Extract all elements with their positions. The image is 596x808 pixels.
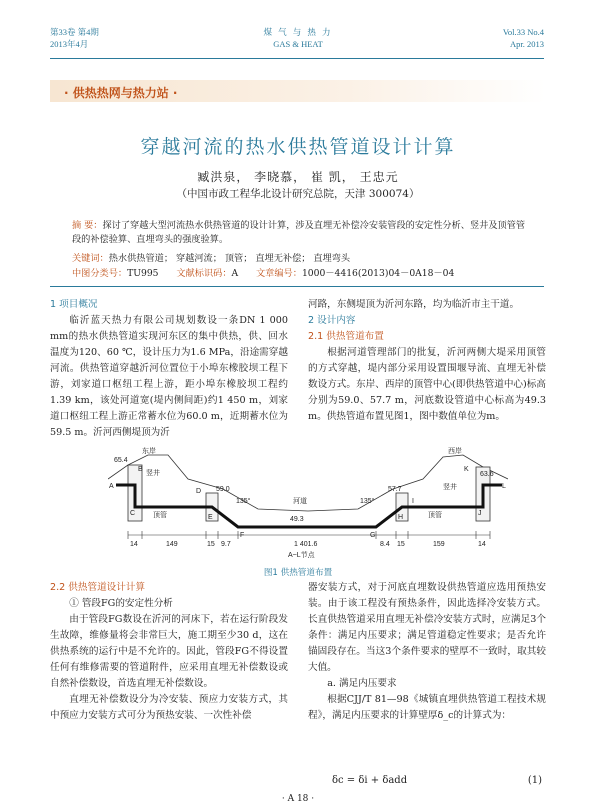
volume-issue-en: Vol.33 No.4 (502, 27, 544, 37)
node-h: H (398, 514, 404, 521)
article-value: 1000－4416(2013)04－0A18－04 (301, 268, 455, 279)
dim-15-right: 15 (397, 541, 405, 548)
right-column-upper (308, 297, 546, 425)
node-g: G (370, 532, 376, 539)
paragraph-fg: 由于管段FG数设在沂河的河床下，若在运行阶段发生故障，维修量将会非常巨大，施工期至少30 d，这在供热系统的运行中是不允许的。因此，管段FG不得设置任何有维修需要的管道附件，应采用直埋无补偿数设或自然补偿数设，首选直埋无补偿数设。 (50, 614, 288, 689)
abstract-divider (50, 286, 544, 287)
keywords-text: 热水供热管道； 穿越河流； 顶管； 直埋无补偿； 直埋弯头 (108, 253, 351, 264)
page-number: · A 18 · (281, 794, 315, 804)
node-k: K (464, 466, 469, 473)
angle-135-right: 135° (360, 498, 375, 505)
label-shaft-east: 竖井 (146, 470, 160, 477)
keywords-label: 关键词： (72, 253, 109, 264)
elev-63-6: 63.6 (480, 471, 494, 478)
node-a: A (109, 483, 114, 490)
affiliation: （中国市政工程华北设计研究总院，天津 300074） (176, 188, 420, 200)
elev-59-0: 59.0 (216, 486, 230, 493)
heading-project-overview: 1 项目概况 (50, 299, 98, 310)
pipe-layout-figure (108, 445, 508, 561)
dim-14-left: 14 (130, 541, 138, 548)
heading-pipe-calc: 2.2 供热管道设计计算 (50, 582, 146, 593)
item-internal-pressure: a. 满足内压要求 (327, 678, 397, 689)
paper-title: 穿越河流的热水供热管道设计计算 (140, 136, 456, 158)
heading-design-content: 2 设计内容 (308, 315, 356, 326)
cls-value: TU995 (127, 268, 159, 279)
issue-date-en: Apr. 2013 (510, 39, 544, 49)
label-nodes: A~L节点 (288, 552, 315, 559)
classification-line (72, 267, 532, 281)
formula-number: (1) (527, 775, 542, 786)
elev-57-7: 57.7 (388, 486, 402, 493)
right-column-lower (308, 580, 546, 724)
label-east-bank: 东岸 (142, 448, 156, 455)
volume-issue: 第33卷 第4期 (50, 27, 99, 37)
paragraph-install: 直埋无补偿数设分为冷安装、预应力安装方式，其中预应力安装方式可分为预热安装、一次性补偿 (50, 694, 288, 721)
paragraph-continued: 河路，东侧堤顶为沂河东路，均为临沂市主干道。 (308, 299, 520, 310)
dim-149: 149 (166, 541, 178, 548)
node-i: I (412, 498, 414, 505)
issue-date: 2013年4月 (50, 39, 89, 49)
dim-159: 159 (433, 541, 445, 548)
dim-1401-6: 1 401.6 (294, 541, 318, 548)
angle-135-left: 135° (236, 498, 251, 505)
node-e: E (208, 514, 213, 521)
journal-name-cn: 煤 气 与 热 力 (263, 27, 333, 37)
label-jacking-west: 顶管 (428, 512, 442, 519)
heating-pipe (116, 485, 502, 527)
abstract-text: 探讨了穿越大型河流热水供热管道的设计计算，涉及直埋无补偿冷安装管段的安定性分析、竖井及顶管管段的补偿验算、直埋弯头的强度验算。 (72, 220, 526, 245)
left-column-lower (50, 580, 288, 724)
ground-profile (108, 455, 508, 511)
node-d: D (196, 488, 202, 495)
doc-label: 文献标识码： (176, 268, 232, 279)
node-f: F (240, 532, 245, 539)
paragraph-project: 临沂蓝天热力有限公司规划数设一条DN 1 000 mm的热水供热管道实现河东区的集中供热，供、回水温度为120、60 ℃，设计压力为1.6 MPa，沿途需穿越河流。供热管道穿越沂河位置位于小埠东橡胶坝工程下游，刘家道口枢纽工程上游，距小埠东橡胶坝工程约1.39 km，该处河道宽(堤内侧间距)约1 450 m，刘家道口枢纽工程上游正常蓄水位为60.0 m，近期蓄水位为59.5 m。沂河西侧堤顶为沂 (50, 315, 288, 438)
abstract-label: 摘 要： (72, 220, 103, 231)
label-jacking-east: 顶管 (153, 512, 167, 519)
cls-label: 中图分类号： (72, 268, 128, 279)
authors: 臧洪泉， 李晓慕， 崔 凯， 王忠元 (197, 170, 399, 184)
section-tag: · 供热热网与热力站 · (64, 86, 178, 100)
elev-65-4: 65.4 (114, 457, 128, 464)
figure-caption: 图1 供热管道布置 (263, 568, 333, 578)
node-c: C (130, 510, 136, 517)
left-column-upper (50, 297, 288, 441)
abstract (72, 219, 532, 247)
node-l: L (502, 483, 506, 490)
header-divider (50, 58, 544, 59)
paragraph-layout: 根据河道管理部门的批复，沂河两侧大堤采用顶管的方式穿越，堤内部分采用设置围堰导流、直埋无补偿数设方式。东岸、西岸的顶管中心(即供热管道中心)标高分别为59.0、57.7 m，河底数设管道中心标高为49.3 m。供热管道布置见图1，图中数值单位为m。 (308, 347, 546, 422)
paragraph-standard: 根据CJJ/T 81—98《城镇直埋供热管道工程技术规程》，满足内压要求的计算壁厚δ_c的计算式为： (308, 694, 546, 721)
dim-8-4: 8.4 (380, 541, 390, 548)
label-shaft-west: 竖井 (443, 484, 457, 491)
heading-pipe-layout: 2.1 供热管道布置 (308, 331, 384, 342)
formula-1: δc = δi + δadd (332, 775, 408, 786)
label-west-bank: 西岸 (448, 448, 462, 455)
dim-14-right: 14 (478, 541, 486, 548)
journal-issue-info-en (503, 26, 544, 50)
elev-49-3: 49.3 (290, 516, 304, 523)
dim-15-left: 15 (207, 541, 215, 548)
subheading-fg: ① 管段FG的安定性分析 (69, 598, 173, 609)
doc-value: A (231, 268, 239, 279)
dim-9-7: 9.7 (221, 541, 231, 548)
label-river: 河道 (293, 498, 307, 505)
paragraph-cold-install: 器安装方式，对于河底直埋数设供热管道应选用预热安装。由于该工程没有预热条件，因此选择冷安装方式。长直供热管道采用直埋无补偿冷安装方式时，应满足3个条件：满足内压要求；满足管道稳定性要求；是否允许锚固段存在。当这3个条件要求的壁厚不一致时，取其较大值。 (308, 582, 546, 673)
article-label: 文章编号： (256, 268, 302, 279)
node-j: J (478, 510, 482, 517)
keywords (72, 252, 532, 266)
journal-name-en: GAS & HEAT (273, 39, 323, 49)
node-b: B (138, 466, 143, 473)
